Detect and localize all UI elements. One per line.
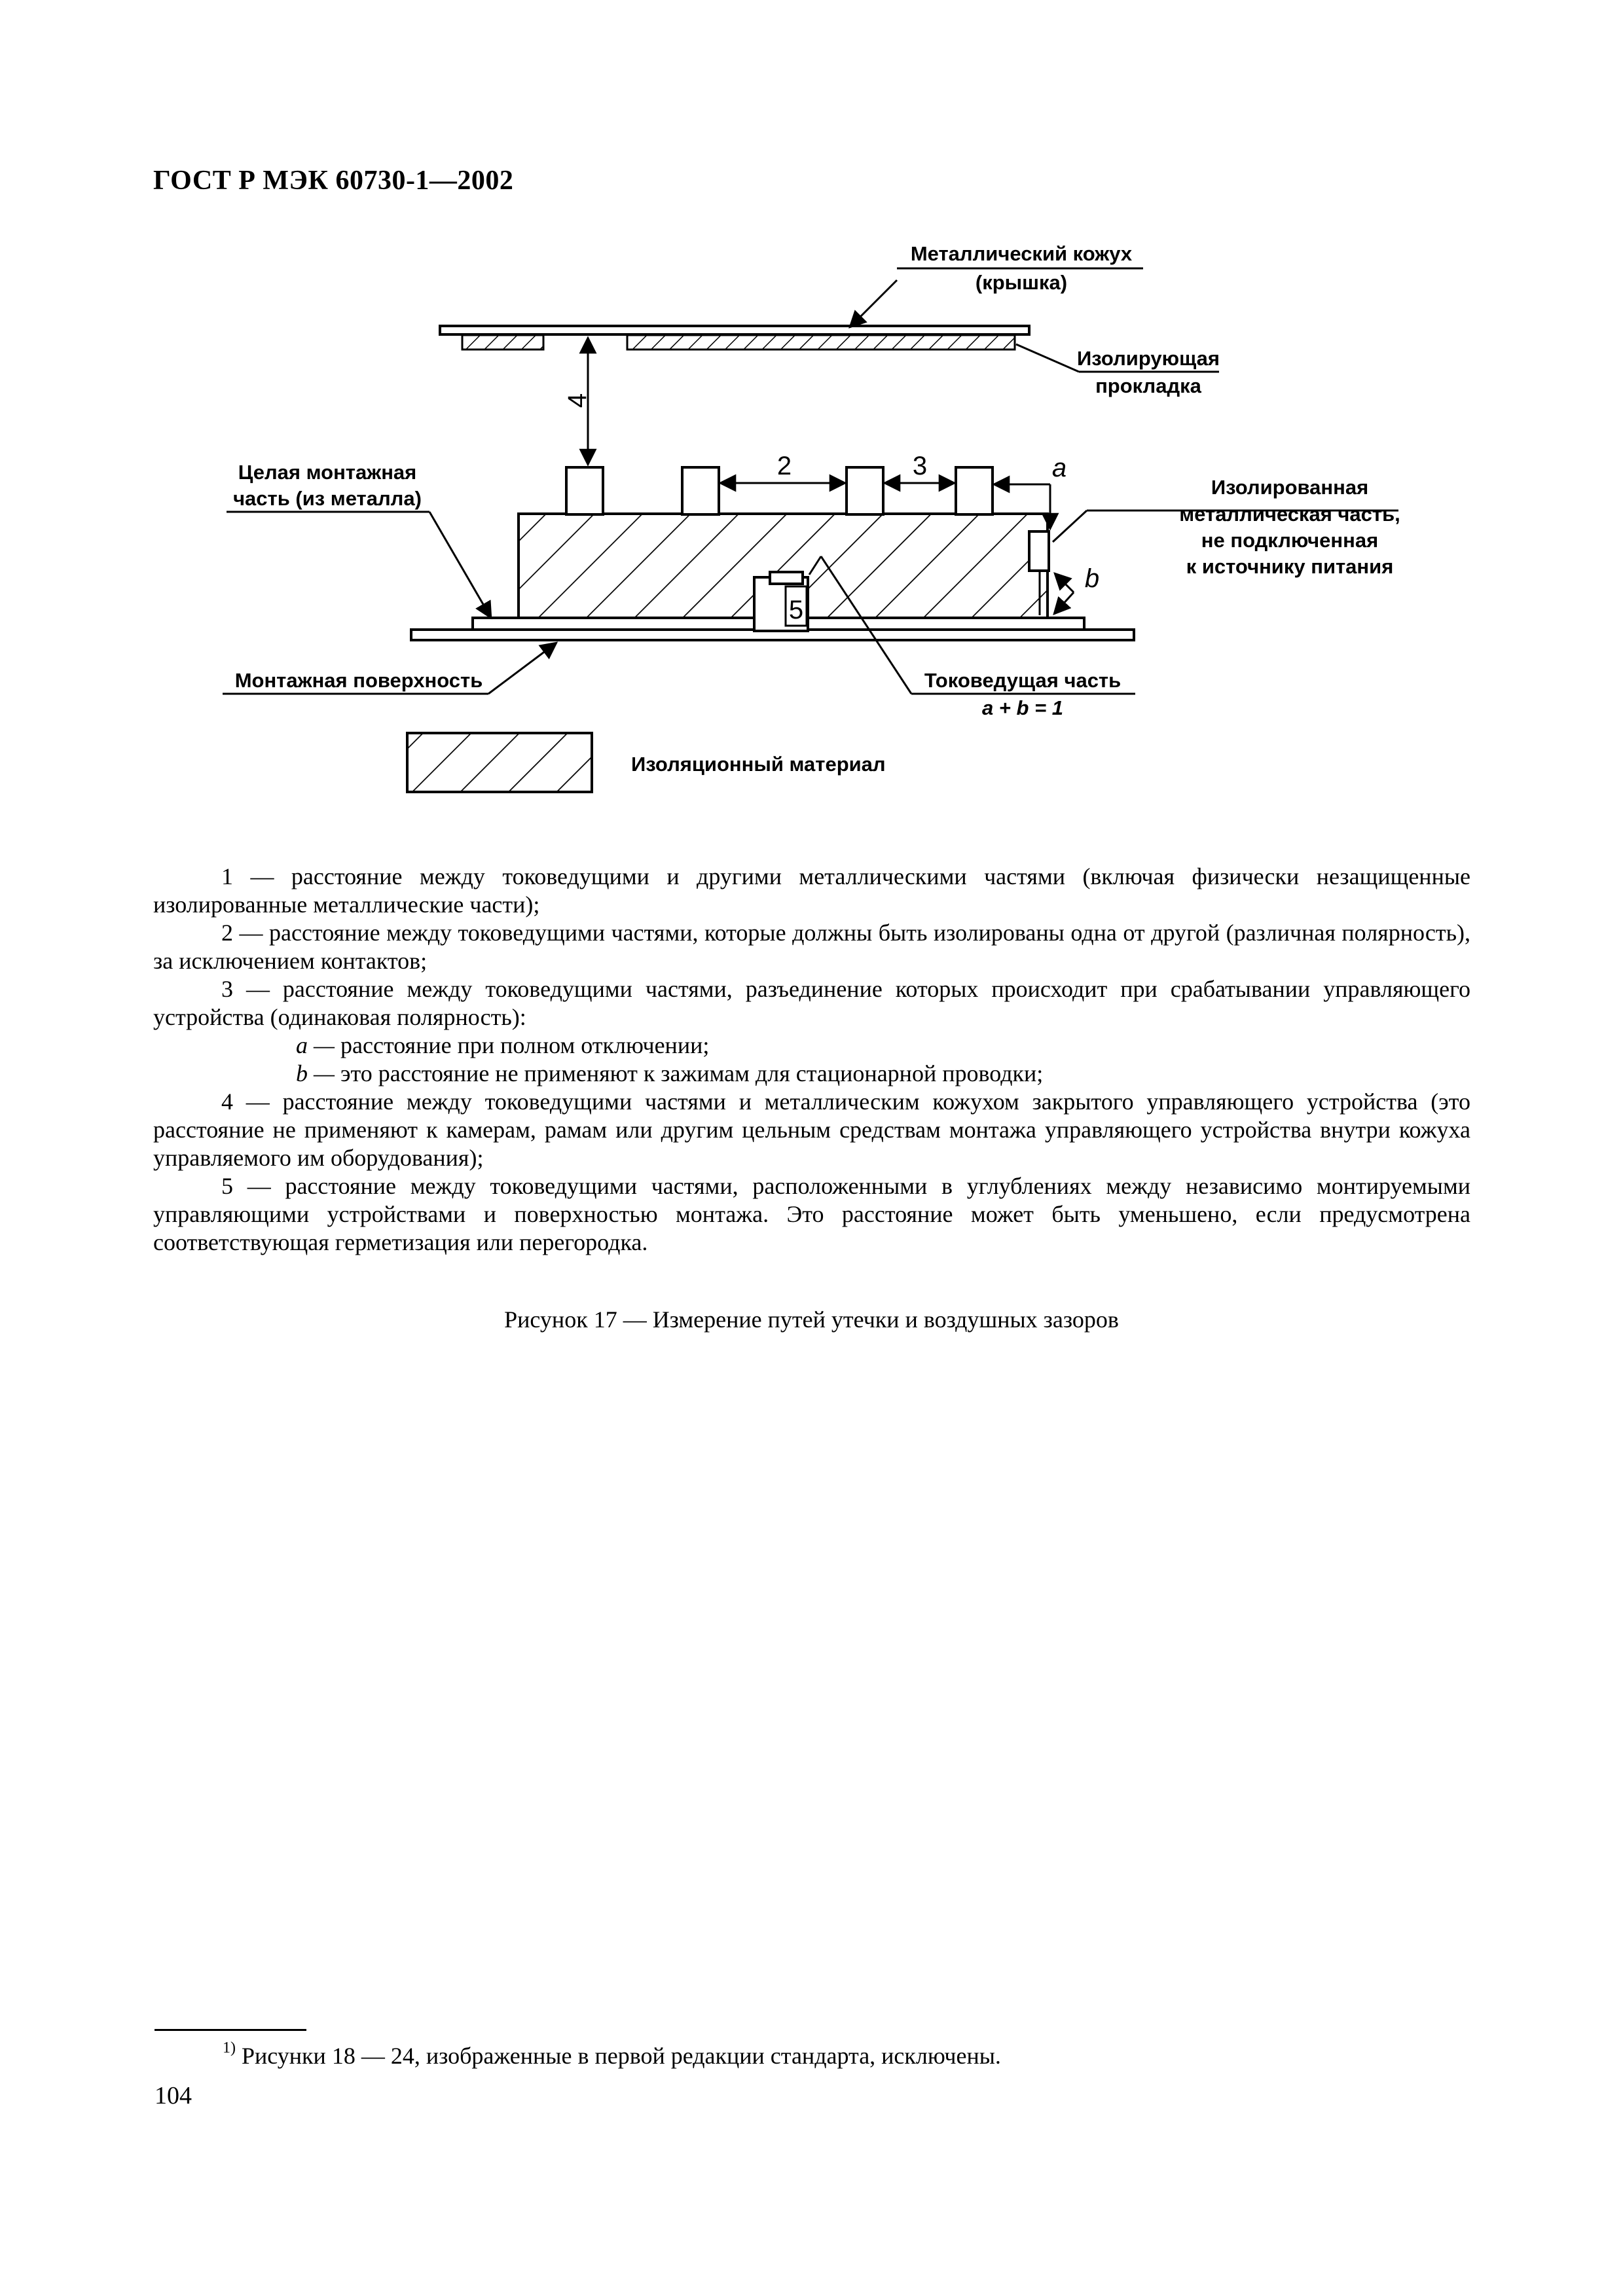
leader-insulating-gasket: [1016, 344, 1079, 372]
leader-mount-part: [429, 512, 491, 618]
page-number: 104: [155, 2082, 192, 2109]
dimension-2-label: 2: [776, 452, 792, 480]
label-metal-cover: Металлический кожух: [910, 242, 1133, 265]
label-mount-part: Целая монтажная: [238, 461, 417, 484]
legend-item-4: 4 — расстояние между токоведущими частями и металлическим кожухом закрытого управляющего устройства (это расстояние не применяют к камерам, рамам или другим цельным средствам монтажа управляющего устройства внутри кожуха управляемого им оборудования);: [153, 1088, 1470, 1171]
legend-item-2: 2 — расстояние между токоведущими частями, которые должны быть изолированы одна от другой (различная полярность), за исключением контактов;: [153, 920, 1471, 974]
label-isolated-part-2: металлическая часть,: [1179, 503, 1400, 526]
leader-isolated-part: [1053, 511, 1087, 542]
label-insulating-gasket: Изолирующая: [1077, 347, 1220, 370]
terminal-1: [566, 467, 603, 514]
dimension-b-lower: [1054, 592, 1074, 614]
legend-item-b: b — это расстояние не применяют к зажимам для стационарной проводки;: [296, 1060, 1044, 1086]
terminal-2: [682, 467, 719, 514]
label-metal-cover-2: (крышка): [975, 271, 1068, 294]
figure-legend: [153, 863, 1470, 1257]
legend-item-a: a — расстояние при полном отключении;: [296, 1032, 710, 1058]
terminal-4: [956, 467, 993, 514]
legend-item-5: 5 — расстояние между токоведущими частями, расположенными в углублениях между независимо монтируемыми управляющими устройствами и поверхностью монтажа. Это расстояние может быть уменьшено, если предусмотрена соответствующая герметизация или перегородка.: [153, 1173, 1471, 1255]
label-isolated-part-1: Изолированная: [1211, 476, 1369, 499]
dimension-4-label: 4: [563, 393, 592, 408]
leader-mount-surface: [488, 643, 556, 694]
dimension-a-label: a: [1051, 454, 1067, 482]
legend-item-3: 3 — расстояние между токоведущими частями, разъединение которых происходит при срабатывании управляющего устройства (одинаковая полярность):: [153, 976, 1471, 1030]
legend-label: Изоляционный материал: [631, 753, 886, 776]
figure-caption: Рисунок 17 — Измерение путей утечки и воздушных зазоров: [504, 1306, 1119, 1333]
figure-17: [0, 0, 1623, 825]
insulating-gasket-right: [627, 335, 1015, 350]
metal-cover: [440, 326, 1029, 334]
isolated-metal-part: [1029, 531, 1049, 571]
dimension-b-label: b: [1084, 564, 1100, 593]
legend-swatch: [407, 733, 592, 792]
terminal-3: [847, 467, 883, 514]
dimension-3-label: 3: [912, 452, 928, 480]
document-header: ГОСТ Р МЭК 60730-1—2002: [153, 166, 514, 196]
insulating-gasket-left: [462, 335, 543, 350]
footnote-rule: [155, 2029, 306, 2031]
figure-diagram: [0, 0, 1623, 825]
footnote-mark: 1): [223, 2039, 236, 2056]
label-live-part: Токоведущая часть: [924, 669, 1122, 692]
legend-item-1: 1 — расстояние между токоведущими и другими металлическими частями (включая физически незащищенные изолированные металлические части);: [153, 863, 1471, 918]
label-insulating-gasket-2: прокладка: [1095, 374, 1201, 397]
label-mount-part-2: часть (из металла): [233, 487, 422, 510]
recess-live-part: [770, 572, 803, 584]
label-isolated-part-4: к источнику питания: [1186, 555, 1394, 578]
label-isolated-part-3: не подключенная: [1201, 529, 1379, 552]
footnote-text: Рисунки 18 — 24, изображенные в первой редакции стандарта, исключены.: [242, 2043, 1001, 2069]
label-formula: a + b = 1: [981, 696, 1064, 719]
leader-metal-cover: [850, 280, 897, 327]
dimension-b: [1055, 573, 1074, 592]
label-mount-surface: Монтажная поверхность: [234, 669, 483, 692]
dimension-5-label: 5: [788, 596, 804, 624]
footnote: [223, 2039, 1001, 2070]
